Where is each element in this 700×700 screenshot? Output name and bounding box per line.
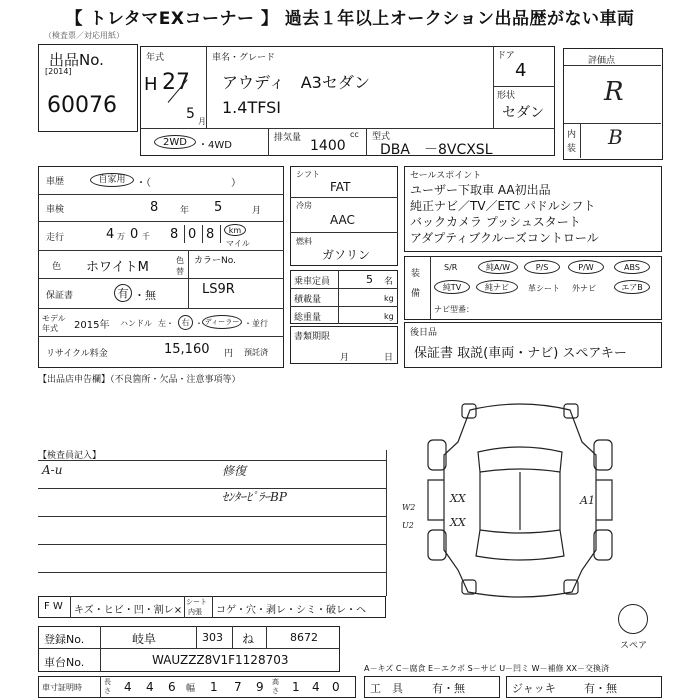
dims-len-label: 長	[104, 678, 111, 686]
ac-label: 冷房	[296, 201, 312, 210]
recycle-value: 15,160	[164, 342, 210, 357]
seat-text: コゲ・穴・剥レ・シミ・破レ・ヘ	[216, 605, 366, 616]
tools-value: 有・無	[432, 682, 465, 695]
seat-label-2: 内張	[188, 608, 202, 616]
handle-sep: ・	[195, 319, 203, 328]
equip-ps: P/S	[524, 260, 560, 274]
seat-label-1: シート	[186, 598, 207, 606]
dims-wid-label: 幅	[186, 684, 196, 694]
interior-value: B	[608, 125, 623, 149]
year-month: 5	[186, 106, 195, 122]
car-label: 車名・グレード	[212, 53, 276, 63]
color-label: 色	[52, 262, 62, 272]
registration-class: 303	[202, 631, 223, 644]
mileage-d3: 0	[188, 227, 197, 242]
inspection-label: 車検	[46, 205, 65, 215]
year-era: H	[144, 74, 158, 95]
inspector-line-2: 修復	[222, 464, 247, 478]
mileage-unit-km: km	[224, 224, 246, 236]
total-weight-unit: kg	[384, 312, 394, 321]
fw-text: キズ・ヒビ・凹・割レ×	[74, 605, 183, 616]
history-label: 車歴	[46, 177, 65, 187]
lot-year-tag: [2014]	[45, 67, 72, 76]
warranty-opt1: 有	[114, 284, 132, 302]
later-items-label: 後日品	[410, 328, 438, 338]
warranty-rest: ・無	[134, 289, 156, 302]
color-no-value: LS9R	[202, 282, 235, 297]
diagram-xx-1: XX	[450, 492, 466, 505]
dealer-opt: ディーラー	[202, 315, 242, 329]
dims-hei-digit: 0	[332, 680, 340, 694]
dims-wid-digit: 9	[256, 680, 264, 694]
doors-value: 4	[515, 60, 527, 81]
doors-label: ドア	[497, 51, 515, 61]
handle-label: ハンドル	[120, 319, 152, 328]
equip-aw: 純A/W	[478, 260, 518, 274]
mileage-d1: 0	[130, 227, 139, 242]
diagram-left-mark-2: U2	[402, 521, 414, 530]
equip-sr: S/R	[444, 263, 458, 272]
recycle-label: リサイクル料金	[46, 349, 108, 359]
color-no-label: カラーNo.	[194, 256, 236, 266]
jack-value: 有・無	[584, 682, 617, 695]
dims-label: 車寸証明時	[42, 683, 82, 692]
capacity-label: 乗車定員	[294, 277, 331, 287]
tools-label: 工 具	[370, 682, 403, 695]
inspection-year-unit: 年	[180, 206, 190, 216]
history-rest: ・（ ）	[136, 178, 241, 189]
color-value: ホワイトM	[86, 260, 149, 275]
inspector-label: 【検査員記入】	[38, 451, 102, 461]
form-note: （検査票／対応用紙）	[44, 31, 124, 40]
lot-number: 60076	[47, 93, 117, 118]
mileage-d4: 8	[206, 227, 215, 242]
equip-airbag: エアB	[614, 280, 650, 294]
diagram-right-mark: A1	[580, 494, 595, 507]
diagram-left-mark-1: W2	[402, 503, 416, 512]
dims-wid-digit: 7	[234, 680, 242, 694]
later-items-value: 保証書 取説(車両・ナビ) スペアキー	[414, 346, 627, 361]
displacement-label: 排気量	[274, 133, 302, 143]
navi-model-label: ナビ型番：	[434, 305, 474, 314]
jack-label: ジャッキ	[512, 682, 556, 695]
ac-value: AAC	[330, 213, 355, 227]
registration-label: 登録No.	[44, 633, 85, 646]
dims-wid-digit: 1	[210, 680, 218, 694]
inspector-line-3: ｾﾝﾀｰﾋﾟﾗｰBP	[222, 490, 287, 504]
damage-legend: A－キズ C－腐食 E－エクボ S－サビ U－凹ミ W－補修 XX－交換済	[364, 664, 610, 673]
year-month-unit: 月	[198, 117, 206, 126]
color-side-2: 替	[176, 267, 184, 276]
score-label: 評価点	[588, 56, 616, 66]
year-label: 年式	[146, 53, 165, 63]
model-year-label-2: 年式	[42, 324, 58, 333]
deadline-unit: 月	[340, 353, 350, 363]
deadline-unit-2: 日	[384, 353, 394, 363]
spare-tire-icon	[618, 604, 648, 634]
mileage-unit-mile: マイル	[226, 239, 250, 248]
warranty-label: 保証書	[46, 291, 74, 301]
model-year-value: 2015年	[74, 320, 110, 331]
interior-label-1: 内	[567, 130, 577, 140]
fw-label: F W	[44, 601, 63, 612]
lot-box	[38, 44, 138, 132]
car-grade: 1.4TFSI	[222, 98, 282, 117]
equip-tv: 純TV	[434, 280, 470, 294]
color-side-1: 色	[176, 256, 184, 265]
chassis-label: 車台No.	[44, 656, 85, 669]
sales-point-line: アダプティブクルーズコントロール	[410, 231, 599, 245]
sales-points-label: セールスポイント	[410, 171, 482, 181]
year-value: 27	[162, 70, 190, 95]
lot-label: 出品No.	[49, 51, 104, 69]
equipment-label-2: 備	[411, 289, 421, 299]
diagram-xx-2: XX	[450, 516, 466, 529]
handle-right: 右	[178, 315, 193, 330]
score-box	[563, 48, 663, 160]
dims-box	[38, 676, 356, 698]
equip-ext-navi: 外ナビ	[572, 284, 596, 293]
registration-number: 8672	[290, 631, 318, 644]
recycle-note: 預託済	[244, 348, 268, 357]
car-diagram	[400, 380, 640, 610]
dims-len-digit: 6	[168, 680, 176, 694]
model-year-label-1: モデル	[42, 314, 66, 323]
model-label: 型式	[372, 132, 391, 142]
inspection-year: 8	[150, 200, 159, 215]
model-value: DBA －8VCXSL	[380, 142, 493, 158]
load-unit: kg	[384, 294, 394, 303]
drive-2wd: 2WD	[154, 135, 196, 149]
dims-len-digit: 4	[124, 680, 132, 694]
shift-value: FAT	[330, 180, 351, 194]
total-weight-label: 総重量	[294, 313, 322, 323]
equipment-label-1: 装	[411, 269, 421, 279]
dims-len-unit: さ	[104, 687, 111, 695]
details-box	[38, 166, 284, 368]
sales-point-line: 純正ナビ／TV／ETC パドルシフト	[410, 199, 596, 213]
mileage-d2: 8	[170, 227, 179, 242]
import-opt: ・並行	[244, 319, 268, 328]
handle-left: 左・	[158, 319, 174, 328]
car-name: アウディ A3セダン	[222, 73, 371, 92]
history-opt1: 自家用	[90, 173, 134, 187]
dims-hei-digit: 4	[312, 680, 320, 694]
inspection-month: 5	[214, 200, 223, 215]
mileage-unit-sen: 千	[142, 232, 150, 241]
spare-label: スペア	[620, 641, 648, 651]
dims-hei-label: 高	[272, 678, 279, 686]
sales-point-line: バックカメラ プッシュスタート	[410, 215, 581, 229]
capacity-unit: 名	[384, 277, 394, 287]
equip-leather: 革シート	[528, 284, 560, 293]
dims-hei-unit: さ	[272, 687, 279, 695]
sales-point-line: ユーザー下取車 AA初出品	[410, 183, 551, 197]
drive-4wd: ・4WD	[198, 140, 232, 151]
shape-value: セダン	[502, 105, 545, 121]
load-label: 積載量	[294, 295, 322, 305]
recycle-unit: 円	[224, 349, 234, 359]
fuel-label: 燃料	[296, 237, 312, 246]
mileage-man: 4	[106, 227, 115, 242]
equip-pw: P/W	[568, 260, 604, 274]
dims-len-digit: 4	[146, 680, 154, 694]
shape-label: 形状	[497, 91, 516, 101]
mileage-man-unit: 万	[117, 232, 125, 241]
mileage-label: 走行	[46, 233, 65, 243]
capacity-value: 5	[366, 273, 373, 286]
equip-abs: ABS	[614, 260, 650, 274]
displacement-unit: cc	[350, 130, 359, 139]
header-title: 【 トレタマEXコーナー 】 過去１年以上オークション出品歴がない車両	[65, 9, 635, 29]
score-value: R	[604, 77, 624, 107]
chassis-value: WAUZZZ8V1F1128703	[152, 653, 289, 667]
notes-header: 【出品店申告欄】（不良箇所・欠品・注意事項等）	[38, 375, 241, 385]
registration-place: 岐阜	[132, 632, 157, 646]
registration-kana: ね	[242, 632, 255, 646]
dims-hei-digit: 1	[292, 680, 300, 694]
fuel-value: ガソリン	[322, 248, 371, 262]
displacement-value: 1400	[310, 138, 346, 154]
shift-label: シフト	[296, 170, 320, 179]
interior-label-2: 装	[567, 144, 577, 154]
deadline-label: 書類期限	[294, 332, 331, 342]
equip-navi: 純ナビ	[476, 280, 518, 294]
inspector-line-1: A-u	[42, 463, 63, 477]
inspection-month-unit: 月	[252, 206, 262, 216]
